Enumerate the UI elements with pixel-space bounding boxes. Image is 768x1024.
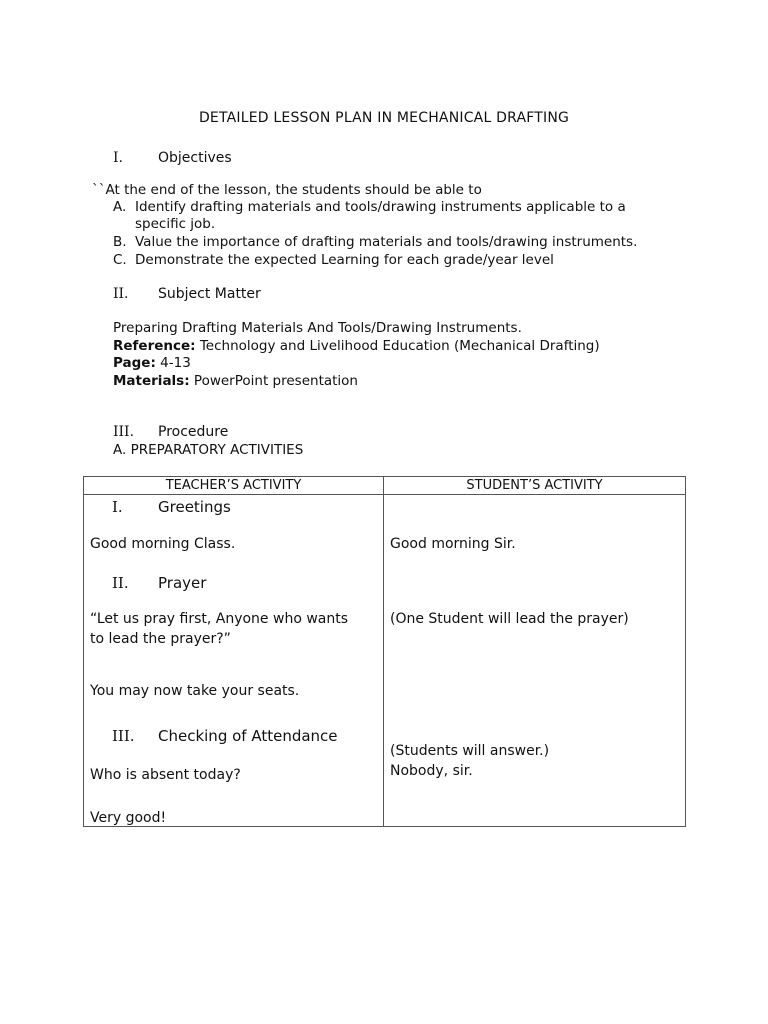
objective-a-text: Identify drafting materials and tools/drawing instruments applicable to a: [135, 199, 626, 215]
very-good-text: Very good!: [90, 810, 167, 826]
objective-b-text: Value the importance of drafting materials and tools/drawing instruments.: [135, 234, 638, 250]
document-title: DETAILED LESSON PLAN IN MECHANICAL DRAFTING: [198, 110, 570, 126]
greeting-reply: Good morning Sir.: [390, 536, 516, 552]
objective-a-text-cont: specific job.: [135, 216, 216, 232]
materials-value: PowerPoint presentation: [189, 373, 358, 389]
subject-matter-number: II.: [113, 286, 129, 302]
materials-label: Materials:: [113, 373, 190, 389]
greetings-number: I.: [112, 498, 123, 516]
attendance-number: III.: [112, 727, 135, 745]
absent-question: Who is absent today?: [90, 767, 241, 783]
materials-line: [113, 373, 358, 389]
reference-line: [113, 338, 600, 354]
prayer-text-line1: “Let us pray first, Anyone who wants: [90, 611, 349, 627]
subject-topic: Preparing Drafting Materials And Tools/Drawing Instruments.: [113, 320, 522, 336]
student-activity-header: STUDENT’S ACTIVITY: [384, 477, 686, 495]
page-label: Page:: [113, 355, 156, 371]
objectives-label: Objectives: [158, 150, 232, 166]
activities-table: [83, 476, 686, 827]
preparatory-activities-heading: A. PREPARATORY ACTIVITIES: [113, 442, 304, 458]
attendance-label: Checking of Attendance: [158, 727, 338, 745]
page-value: 4-13: [155, 355, 191, 371]
greetings-text: Good morning Class.: [90, 536, 236, 552]
objective-c-text: Demonstrate the expected Learning for each grade/year level: [135, 252, 554, 268]
attendance-reply-1: (Students will answer.): [390, 743, 550, 759]
attendance-reply-2: Nobody, sir.: [390, 763, 473, 779]
reference-label: Reference:: [113, 338, 196, 354]
seats-text: You may now take your seats.: [90, 683, 300, 699]
student-activity-cell: [384, 495, 686, 827]
prayer-label: Prayer: [158, 574, 207, 592]
table-row: [84, 495, 686, 827]
page-line: [113, 355, 191, 371]
subject-matter-label: Subject Matter: [158, 286, 261, 302]
procedure-label: Procedure: [158, 424, 229, 440]
teacher-activity-header: TEACHER’S ACTIVITY: [84, 477, 384, 495]
objective-a-letter: A.: [113, 199, 127, 215]
table-header-row: [84, 477, 686, 495]
objectives-heading-label-wrap: [158, 147, 232, 166]
prayer-text-line2: to lead the prayer?”: [90, 631, 231, 647]
objective-b-letter: B.: [113, 234, 127, 250]
procedure-number: III.: [113, 424, 135, 440]
prayer-number: II.: [112, 574, 129, 592]
objective-c-letter: C.: [113, 252, 127, 268]
objectives-heading: [113, 147, 123, 166]
reference-value: Technology and Livelihood Education (Mechanical Drafting): [195, 338, 600, 354]
prayer-reply: (One Student will lead the prayer): [390, 611, 629, 627]
objectives-number: I.: [113, 150, 123, 166]
greetings-label: Greetings: [158, 498, 231, 516]
objectives-intro: ``At the end of the lesson, the students should be able to: [92, 182, 482, 198]
teacher-activity-cell: [84, 495, 384, 827]
